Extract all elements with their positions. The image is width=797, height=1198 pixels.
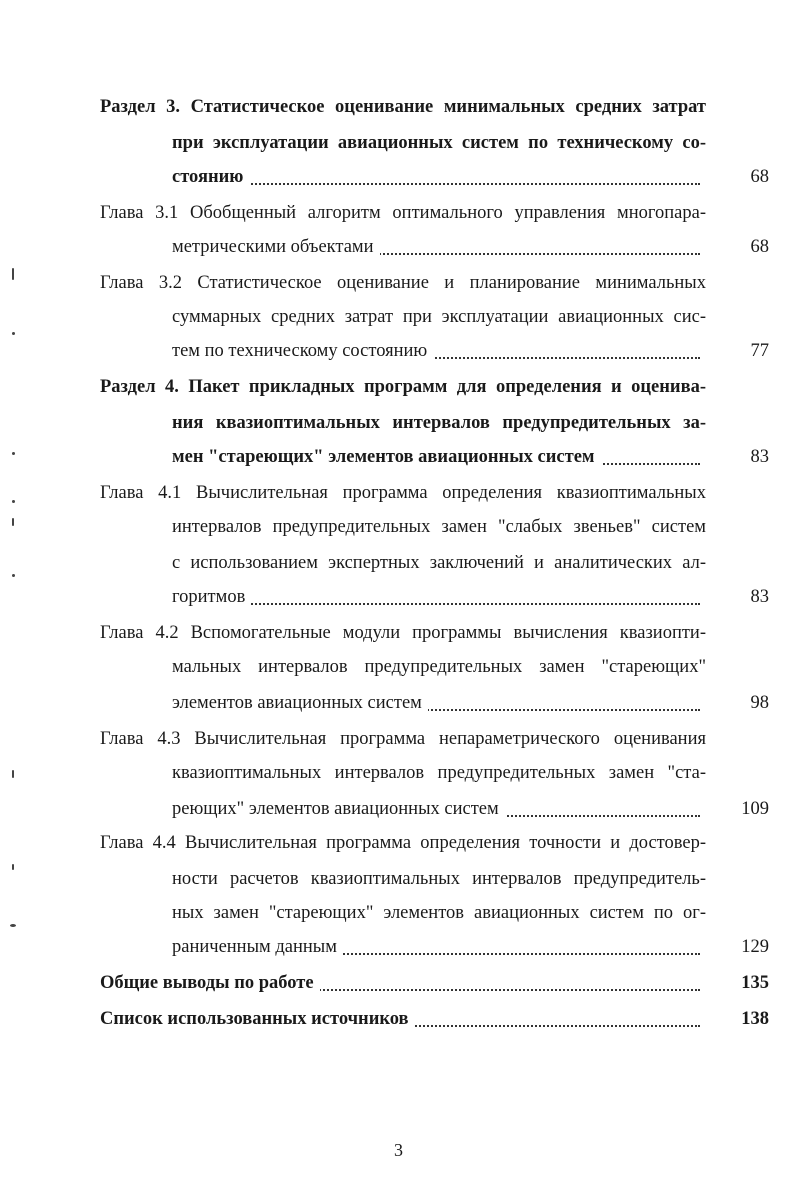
toc-chapter-3-1-page: 68: [750, 237, 769, 257]
scan-speck: [10, 924, 16, 927]
toc-chapter-4-4-line-2: ности расчетов квазиоптимальных интервалов предупредитель-: [172, 869, 706, 889]
toc-chapter-4-2-line-2: мальных интервалов предупредительных замен "стареющих": [172, 657, 706, 677]
toc-section-4-line-3[interactable]: мен "стареющих" элементов авиационных систем: [172, 440, 700, 474]
toc-conclusions-page: 135: [741, 973, 769, 993]
toc-section-4-page: 83: [750, 447, 769, 467]
toc-chapter-3-1-line-1: Глава 3.1 Обобщенный алгоритм оптимального управления многопара-: [100, 203, 706, 223]
toc-chapter-4-4-line-4[interactable]: раниченным данным: [172, 930, 700, 964]
toc-chapter-4-1-line-4[interactable]: горитмов: [172, 580, 700, 614]
toc-section-3-line-1: Раздел 3. Статистическое оценивание минимальных средних затрат: [100, 97, 706, 117]
toc-chapter-3-1-line-2[interactable]: метрическими объектами: [172, 230, 700, 264]
scan-speck: [12, 864, 14, 870]
toc-conclusions[interactable]: Общие выводы по работе: [100, 966, 700, 1000]
toc-references[interactable]: Список использованных источников: [100, 1002, 700, 1036]
toc-references-page: 138: [741, 1009, 769, 1029]
toc-section-3-page: 68: [750, 167, 769, 187]
scan-speck: [12, 518, 14, 526]
scan-speck: [12, 268, 14, 280]
toc-chapter-4-3-line-3[interactable]: реющих" элементов авиационных систем: [172, 792, 700, 826]
scan-speck: [12, 332, 15, 335]
toc-chapter-4-1-line-2: интервалов предупредительных замен "слабых звеньев" систем: [172, 517, 706, 537]
toc-section-3-line-2: при эксплуатации авиационных систем по техническому со-: [172, 133, 706, 153]
toc-chapter-4-3-line-2: квазиоптимальных интервалов предупредительных замен "ста-: [172, 763, 706, 783]
toc-section-4-line-1: Раздел 4. Пакет прикладных программ для определения и оценива-: [100, 377, 706, 397]
toc-chapter-3-2-line-2: суммарных средних затрат при эксплуатации авиационных сис-: [172, 307, 706, 327]
toc-chapter-3-2-page: 77: [750, 341, 769, 361]
scan-speck: [12, 770, 14, 778]
toc-chapter-4-1-line-3: с использованием экспертных заключений и аналитических ал-: [172, 553, 706, 573]
toc-chapter-4-3-line-1: Глава 4.3 Вычислительная программа непараметрического оценивания: [100, 729, 706, 749]
toc-chapter-4-2-page: 98: [750, 693, 769, 713]
toc-chapter-4-3-page: 109: [741, 799, 769, 819]
toc-chapter-4-2-line-3[interactable]: элементов авиационных систем: [172, 686, 700, 720]
toc-chapter-4-4-line-1: Глава 4.4 Вычислительная программа определения точности и достовер-: [100, 833, 706, 853]
toc-chapter-4-4-page: 129: [741, 937, 769, 957]
toc-chapter-4-2-line-1: Глава 4.2 Вспомогательные модули программы вычисления квазиопти-: [100, 623, 706, 643]
toc-section-3-line-3[interactable]: стоянию: [172, 160, 700, 194]
toc-chapter-3-2-line-1: Глава 3.2 Статистическое оценивание и планирование минимальных: [100, 273, 706, 293]
scan-speck: [12, 574, 15, 577]
toc-chapter-4-4-line-3: ных замен "стареющих" элементов авиационных систем по ог-: [172, 903, 706, 923]
page-number: 3: [394, 1140, 403, 1160]
toc-chapter-3-2-line-3[interactable]: тем по техническому состоянию: [172, 334, 700, 368]
toc-section-4-line-2: ния квазиоптимальных интервалов предупредительных за-: [172, 413, 706, 433]
toc-chapter-4-1-line-1: Глава 4.1 Вычислительная программа определения квазиоптимальных: [100, 483, 706, 503]
toc-chapter-4-1-page: 83: [750, 587, 769, 607]
scan-speck: [12, 500, 15, 503]
scan-speck: [12, 452, 15, 455]
